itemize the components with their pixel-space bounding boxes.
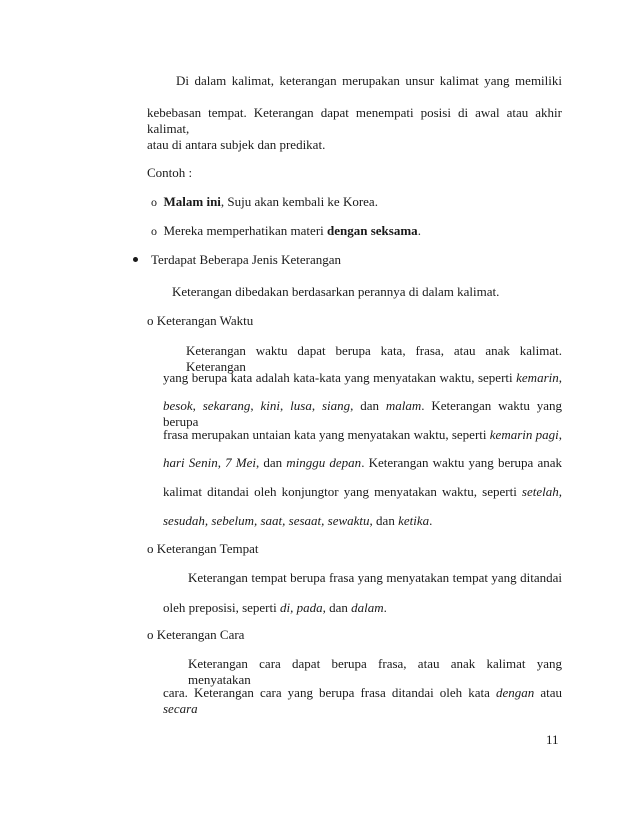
example-2: o Mereka memperhatikan materi dengan seksama. (151, 223, 421, 238)
waktu-line-7: sesudah, sebelum, saat, sesaat, sewaktu, dan ketika. (163, 513, 433, 528)
waktu-line-5: hari Senin, 7 Mei, dan minggu depan. Keterangan waktu yang berupa anak (163, 455, 562, 470)
waktu-line-3: besok, sekarang, kini, lusa, siang, dan malam. Keterangan waktu yang berupa (163, 398, 563, 429)
tempat-line-1: Keterangan tempat berupa frasa yang menyatakan tempat yang ditandai (188, 570, 562, 585)
waktu-line-1: Keterangan waktu dapat berupa kata, frasa, atau anak kalimat. Keterangan (186, 343, 562, 374)
waktu-line-6: kalimat ditandai oleh konjungtor yang menyatakan waktu, seperti setelah, (163, 484, 562, 499)
bullet-sub-text: Keterangan dibedakan berdasarkan perannya di dalam kalimat. (172, 284, 500, 299)
bullet-text: Terdapat Beberapa Jenis Keterangan (151, 252, 342, 267)
cara-line-2: cara. Keterangan cara yang berupa frasa ditandai oleh kata dengan atau secara (163, 685, 562, 716)
bullet-icon (133, 257, 138, 262)
intro-line-3: atau di antara subjek dan predikat. (147, 137, 326, 152)
tempat-line-2: oleh preposisi, seperti di, pada, dan dalam. (163, 600, 387, 615)
tempat-heading: o Keterangan Tempat (147, 541, 259, 556)
waktu-heading: o Keterangan Waktu (147, 313, 254, 328)
cara-heading: o Keterangan Cara (147, 627, 245, 642)
contoh-label: Contoh : (147, 165, 193, 180)
intro-line-1: Di dalam kalimat, keterangan merupakan unsur kalimat yang memiliki (176, 73, 562, 88)
circle-bullet-icon: o (151, 195, 157, 209)
example-1: o Malam ini, Suju akan kembali ke Korea. (151, 194, 378, 209)
page-number: 11 (546, 732, 559, 747)
cara-line-1: Keterangan cara dapat berupa frasa, atau anak kalimat yang menyatakan (188, 656, 562, 687)
circle-bullet-icon: o (151, 224, 157, 238)
waktu-line-2: yang berupa kata adalah kata-kata yang menyatakan waktu, seperti kemarin, (163, 370, 562, 385)
intro-line-2: kebebasan tempat. Keterangan dapat menempati posisi di awal atau akhir kalimat, (147, 105, 562, 136)
waktu-line-4: frasa merupakan untaian kata yang menyatakan waktu, seperti kemarin pagi, (163, 427, 563, 442)
